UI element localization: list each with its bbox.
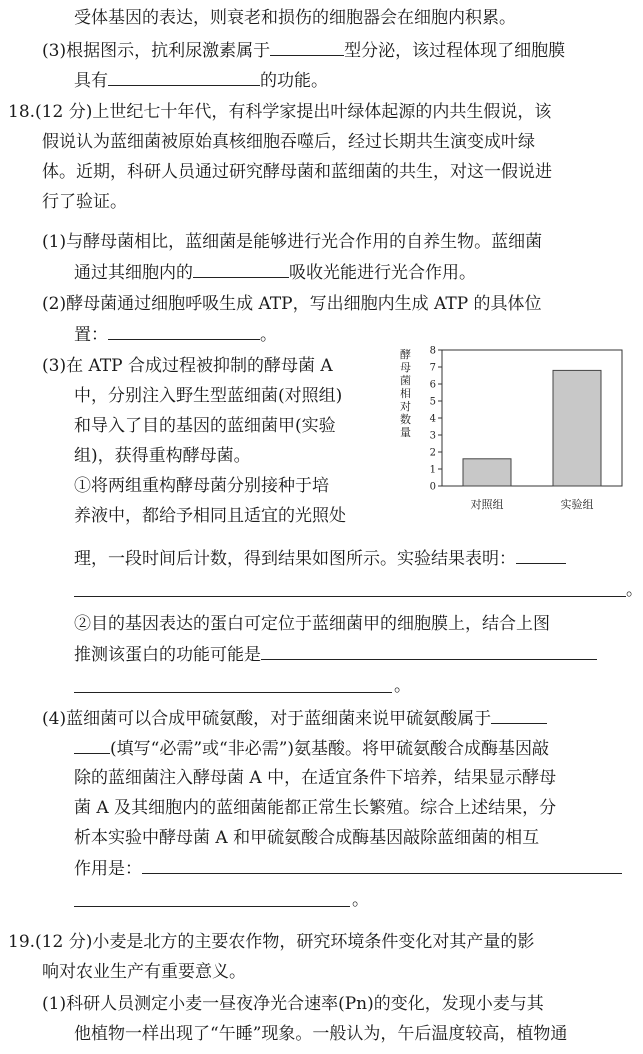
- text-line: 行了验证。: [42, 192, 127, 212]
- y-tick-label: 1: [429, 464, 436, 476]
- q18-part4: (4)蓝细菌可以合成甲硫氨酸，对于蓝细菌来说甲硫氨酸属于: [42, 706, 547, 730]
- text-line: ①将两组重构酵母菌分别接种于培: [74, 476, 329, 496]
- y-tick-label: 5: [429, 396, 436, 408]
- y-tick-label: 3: [429, 430, 436, 442]
- answer-blank[interactable]: [142, 856, 622, 874]
- period: 。: [394, 676, 411, 696]
- text-line: 中，分别注入野生型蓝细菌(对照组): [74, 386, 343, 406]
- text-line: 响对农业生产有重要意义。: [42, 962, 246, 982]
- y-tick-label: 2: [429, 447, 436, 459]
- text-line: 作用是：: [74, 856, 622, 880]
- bar: [463, 459, 511, 486]
- text-line: 推测该蛋白的功能可能是: [74, 642, 597, 666]
- y-tick-label: 7: [429, 362, 436, 374]
- text-line: 受体基因的表达，则衰老和损伤的细胞器会在细胞内积累。: [74, 8, 516, 28]
- text-line: 组)，获得重构酵母菌。: [74, 446, 251, 466]
- bar-chart: [400, 336, 625, 526]
- q18-stem: 18.(12 分)上世纪七十年代，有科学家提出叶绿体起源的内共生假说，该: [8, 102, 552, 122]
- q18-part1: (1)与酵母菌相比，蓝细菌是能够进行光合作用的自养生物。蓝细菌: [42, 232, 543, 252]
- text-line: 和导入了目的基因的蓝细菌甲(实验: [74, 416, 336, 436]
- text-line: 理，一段时间后计数，得到结果如图所示。实验结果表明：: [74, 546, 566, 570]
- q17-part3: (3)根据图示，抗利尿激素属于 型分泌，该过程体现了细胞膜: [42, 38, 565, 62]
- bar: [553, 370, 601, 486]
- answer-blank[interactable]: [74, 736, 110, 754]
- answer-blank[interactable]: [261, 642, 597, 660]
- answer-blank[interactable]: [516, 546, 566, 564]
- text-line: 假说认为蓝细菌被原始真核细胞吞噬后，经过长期共生演变成叶绿: [42, 132, 535, 152]
- answer-line[interactable]: [74, 906, 350, 907]
- q18-part2: (2)酵母菌通过细胞呼吸生成 ATP，写出细胞内生成 ATP 的具体位: [42, 294, 542, 314]
- text-line: (填写“必需”或“非必需”)氨基酸。将甲硫氨酸合成酶基因敲: [74, 736, 549, 760]
- text-line: ②目的基因表达的蛋白可定位于蓝细菌甲的细胞膜上，结合上图: [74, 614, 550, 634]
- text-line: 析本实验中酵母菌 A 和甲硫氨酸合成酶基因敲除蓝细菌的相互: [74, 828, 540, 848]
- text-line: 置： 。: [74, 322, 277, 346]
- text-line: 体。近期，科研人员通过研究酵母菌和蓝细菌的共生，对这一假说进: [42, 162, 552, 182]
- y-tick-label: 0: [429, 481, 436, 493]
- x-tick-label: 实验组: [560, 498, 594, 511]
- q19-stem: 19.(12 分)小麦是北方的主要农作物，研究环境条件变化对其产量的影: [8, 932, 535, 952]
- text-line: 通过其细胞内的 吸收光能进行光合作用。: [74, 260, 476, 284]
- text-line: 他植物一样出现了“午睡”现象。一般认为，午后温度较高，植物通: [74, 1024, 568, 1044]
- x-tick-label: 对照组: [470, 498, 504, 511]
- answer-line[interactable]: [74, 692, 392, 693]
- text-line: 养液中，都给予相同且适宜的光照处: [74, 506, 346, 526]
- answer-blank[interactable]: [270, 38, 344, 56]
- y-tick-label: 6: [429, 379, 436, 391]
- chart-plot: [400, 336, 625, 526]
- y-tick-label: 8: [429, 345, 436, 357]
- text-line: 具有 的功能。: [74, 68, 328, 92]
- q19-part1: (1)科研人员测定小麦一昼夜净光合速率(Pn)的变化，发现小麦与其: [42, 994, 544, 1014]
- period: 。: [352, 890, 369, 910]
- answer-line[interactable]: [74, 596, 626, 597]
- text-line: 菌 A 及其细胞内的蓝细菌能都正常生长繁殖。综合上述结果，分: [74, 798, 557, 818]
- y-axis-label: 酵母菌相对数量: [400, 348, 411, 439]
- y-tick-label: 4: [429, 413, 436, 425]
- period: 。: [626, 580, 643, 600]
- answer-blank[interactable]: [193, 260, 289, 278]
- text-line: 除的蓝细菌注入酵母菌 A 中，在适宜条件下培养，结果显示酵母: [74, 768, 557, 788]
- answer-blank[interactable]: [108, 68, 260, 86]
- answer-blank[interactable]: [108, 322, 260, 340]
- q18-part3: (3)在 ATP 合成过程被抑制的酵母菌 A: [42, 356, 333, 376]
- answer-blank[interactable]: [491, 706, 547, 724]
